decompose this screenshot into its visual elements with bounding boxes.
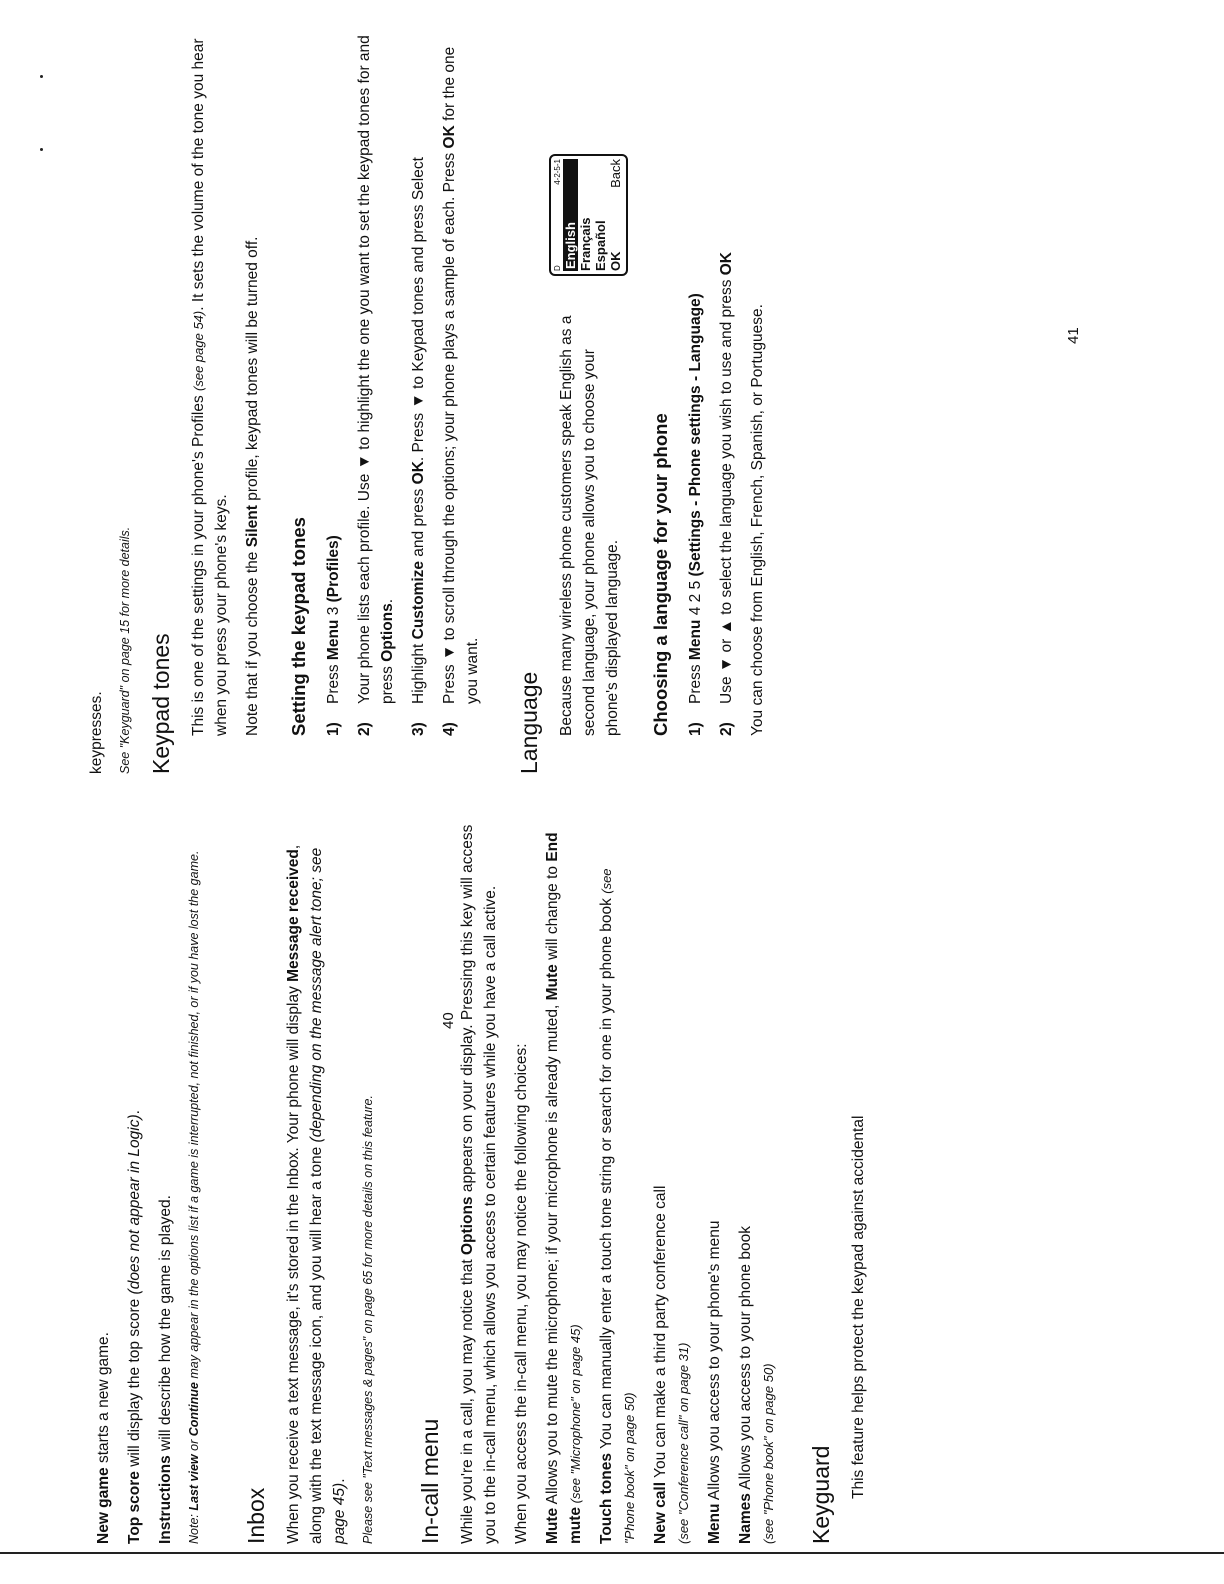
page-41-column bbox=[85, 29, 777, 774]
page-number-40: 40 bbox=[440, 1012, 457, 1029]
display-option-francais: Français bbox=[578, 217, 593, 271]
setting-keypad-tones-subhead: Setting the keypad tones bbox=[288, 517, 309, 736]
keypad-step-4: 4) Press ▼ to scroll through the options; your phone plays a sample of each. Press OK for the one you want. bbox=[441, 46, 481, 736]
menu-item: Menu Allows you access to your phone's menu bbox=[706, 1220, 723, 1544]
scan-speck bbox=[40, 148, 43, 151]
language-paragraph-2: You can choose from English, French, Spanish, or Portuguese. bbox=[749, 304, 766, 736]
keyguard-heading: Keyguard bbox=[808, 1445, 834, 1544]
keyguard-paragraph: This feature helps protect the keypad against accidental bbox=[850, 1115, 867, 1499]
keypad-step-3: 3) Highlight Customize and press OK. Press ▼ to Keypad tones and press Select bbox=[410, 157, 427, 736]
top-score-text: Top score will display the top score (does not appear in Logic). bbox=[126, 1110, 143, 1544]
in-call-paragraph-1: While you're in a call, you may notice that Options appears on your display. Pressing this key will access you to the in-call menu, which allows you access to certain features while you have a call active. bbox=[459, 824, 499, 1544]
touch-tones-item: Touch tones You can manually enter a touch tone string or search for one in your phone book (see "Phone book" on page 50) bbox=[598, 868, 637, 1544]
names-item: Names Allows you access to your phone book (see "Phone book" on page 50) bbox=[737, 1226, 776, 1544]
page-40-column bbox=[92, 824, 878, 1544]
phone-display-language-menu bbox=[549, 154, 628, 276]
display-option-english: English bbox=[563, 159, 578, 271]
in-call-paragraph-2: When you access the in-call menu, you may notice the following choices: bbox=[513, 1043, 530, 1544]
language-step-1: 1) Press Menu 4 2 5 (Settings - Phone settings - Language) bbox=[687, 293, 704, 736]
keypresses-continuation: keypresses. bbox=[88, 691, 105, 774]
scan-speck bbox=[40, 75, 43, 78]
choosing-language-subhead: Choosing a language for your phone bbox=[650, 413, 671, 736]
language-paragraph-1: Because many wireless phone customers speak English as a second language, your phone allows you to choose your phone's displayed language. bbox=[558, 315, 621, 736]
instructions-text: Instructions will describe how the game is played. bbox=[157, 1195, 174, 1544]
mute-item: Mute Allows you to mute the microphone; if your microphone is already muted, Mute will change to End mute (see "Microphone" on page 45) bbox=[544, 832, 584, 1544]
page-41 bbox=[0, 4, 1224, 774]
new-call-item: New call You can make a third party conference call (see "Conference call" on page 31) bbox=[652, 1185, 691, 1544]
language-step-2: 2) Use ▼ or ▲ to select the language you wish to use and press OK bbox=[718, 252, 735, 736]
inbox-paragraph: When you receive a text message, it's stored in the Inbox. Your phone will display Message received, along with the text message icon, and you will hear a tone (depending on the message alert tone; see page 45). bbox=[285, 844, 348, 1544]
keypad-tones-section bbox=[187, 29, 484, 736]
inbox-section bbox=[282, 824, 377, 1544]
language-section bbox=[555, 29, 769, 736]
keypad-tones-paragraph-1: This is one of the settings in your phone's Profiles (see page 54). It sets the volume of the tone you hear when you press your phone's keys. bbox=[190, 38, 230, 736]
keyguard-see-also: See "Keyguard" on page 15 for more details. bbox=[118, 526, 132, 774]
keypad-step-1: 1) Press Menu 3 (Profiles) bbox=[325, 535, 342, 736]
language-heading: Language bbox=[516, 671, 542, 774]
inbox-see-also: Please see "Text messages & pages" on page 65 for more details on this feature. bbox=[361, 1095, 375, 1544]
display-status-line: D 4-2-5-1 bbox=[553, 159, 562, 271]
display-softkeys: OK Back bbox=[608, 159, 623, 271]
page-number-41: 41 bbox=[1065, 327, 1082, 344]
scan-edge-line bbox=[0, 1552, 1224, 1554]
game-note: Note: Last view or Continue may appear in the options list if a game is interrupted, not finished, or if you have lost the game. bbox=[187, 850, 201, 1544]
display-option-espanol: Español bbox=[593, 220, 608, 271]
keypad-tones-paragraph-2: Note that if you choose the Silent profile, keypad tones will be turned off. bbox=[244, 236, 261, 736]
new-game-text: New game starts a new game. bbox=[95, 1332, 112, 1544]
keypad-tones-heading: Keypad tones bbox=[148, 633, 174, 774]
page-40 bbox=[0, 779, 1224, 1569]
keypad-step-2: 2) Your phone lists each profile. Use ▼ to highlight the one you want to set the keypad tones for and press Options. bbox=[356, 35, 396, 736]
inbox-heading: Inbox bbox=[243, 1487, 269, 1544]
in-call-menu-heading: In-call menu bbox=[417, 1418, 443, 1544]
